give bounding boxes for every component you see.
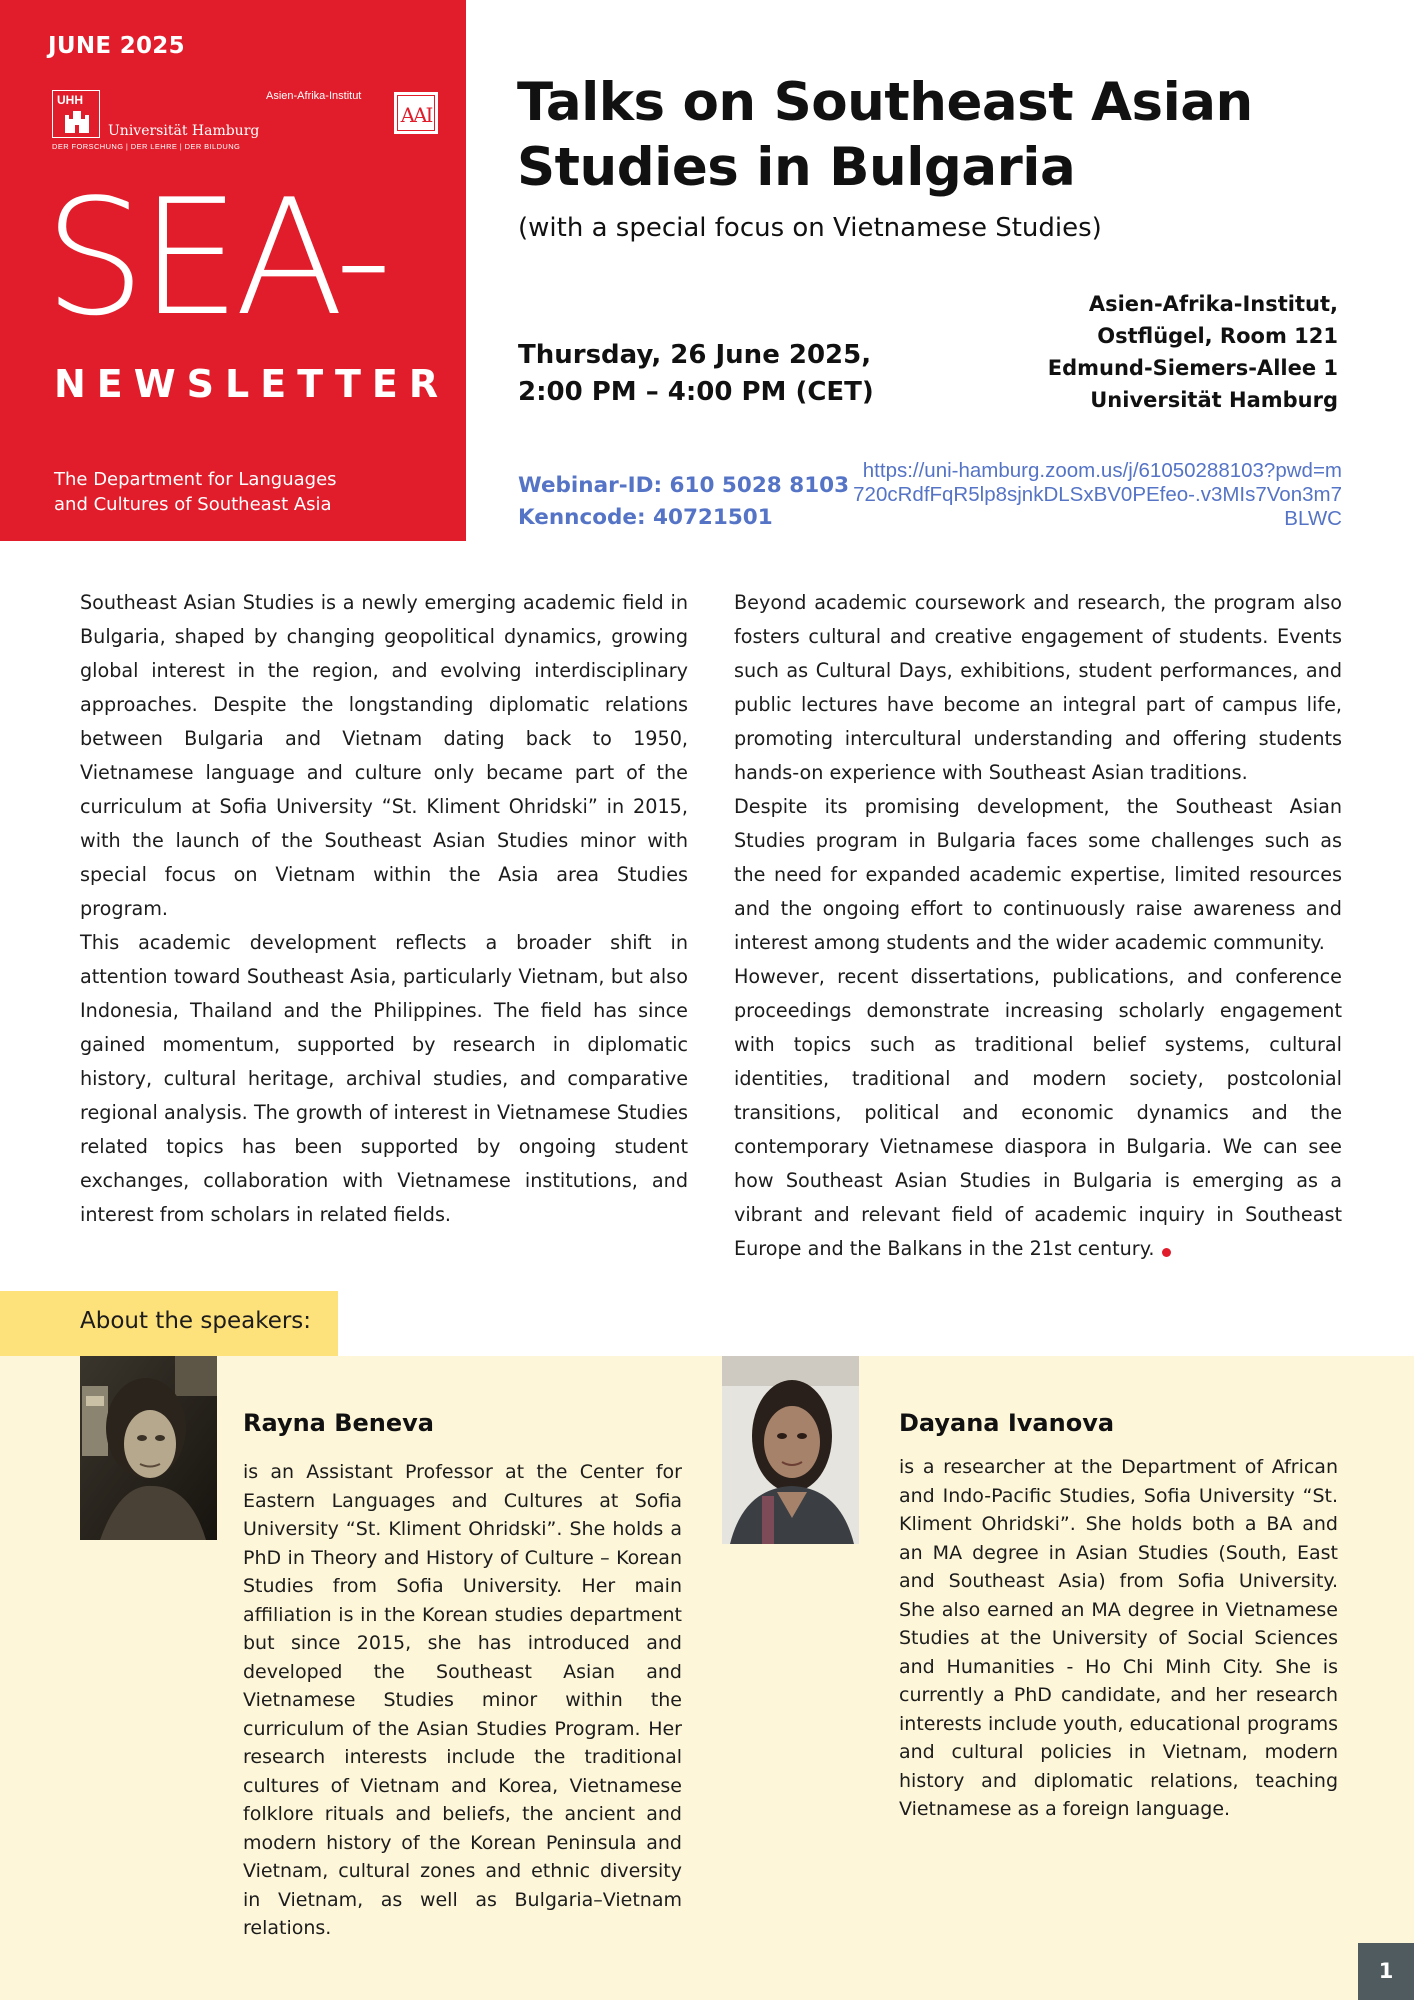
speaker-bio: is an Assistant Professor at the Center for Eastern Languages and Cultures at Sofia University “St. Kliment Ohridski”. She holds a PhD in Theory and History of Culture – Korean Studies from Sofia University. Her main affiliation is in the Korean studies department but since 2015, she has introduced and developed the Southeast Asian and Vietnamese Studies minor within the curriculum of the Asian Studies Program. Her research interests include the traditional cultures of Vietnam and Korea, Vietnamese folklore rituals and beliefs, the ancient and modern history of the Korean Peninsula and Vietnam, cultural zones and ethnic diversity in Vietnam, as well as Bulgaria–Vietnam relations. [243, 1461, 682, 1939]
page-number: 1 [1358, 1943, 1414, 2000]
institute-name: Asien-Afrika-Institut [266, 90, 362, 102]
event-venue [1048, 288, 1338, 416]
department-line-1: The Department for Languages [54, 469, 337, 490]
title-line-1: Talks on Southeast Asian [517, 72, 1253, 133]
issue-date: JUNE 2025 [48, 33, 185, 59]
kenncode: Kenncode: 40721501 [518, 505, 773, 530]
uhh-logo-text: UHH [57, 93, 83, 107]
speaker-photo-dayana [722, 1356, 859, 1544]
department-line-2: and Cultures of Southeast Asia [54, 494, 332, 515]
castle-icon [63, 109, 91, 135]
speaker-bio: is a researcher at the Department of African and Indo-Pacific Studies, Sofia University “St. Kliment Ohridski”. She holds both a BA and an MA degree in Asian Studies (South, East and Southeast Asia) from Sofia University. She also earned an MA degree in Vietnamese Studies at the University of Social Sciences and Humanities - Ho Chi Minh City. She is currently a PhD candidate, and her research interests include youth, educational programs and cultural policies in Vietnam, modern history and diplomatic relations, teaching Vietnamese as a foreign language. [899, 1456, 1338, 1820]
event-title [517, 70, 1253, 200]
end-mark-dot-icon [1162, 1248, 1171, 1257]
title-line-2: Studies in Bulgaria [517, 137, 1076, 198]
speakers-heading: About the speakers: [80, 1308, 312, 1334]
university-name: Universität Hamburg [108, 123, 260, 139]
venue-line-2: Ostflügel, Room 121 [1097, 324, 1338, 348]
university-tagline: DER FORSCHUNG | DER LEHRE | DER BILDUNG [52, 142, 241, 151]
event-subtitle: (with a special focus on Vietnamese Studies) [518, 213, 1102, 243]
zoom-meeting-link[interactable]: https://uni-hamburg.zoom.us/j/61050288103?pwd=m720cRdfFqR5lp8sjnkDLSxBV0PEfeo-.v3MIs7Von3m7BLWC [853, 459, 1342, 530]
article-paragraph-text: However, recent dissertations, publications, and conference proceedings demonstrate increasing scholarly engagement with topics such as traditional belief systems, cultural identities, traditional and modern society, postcolonial transitions, political and economic dynamics and the contemporary Vietnamese diaspora in Bulgaria. We can see how Southeast Asian Studies in Bulgaria is emerging as a vibrant and relevant field of academic inquiry in Southeast Europe and the Balkans in the 21st century. [734, 965, 1342, 1260]
newsletter-masthead [0, 0, 466, 541]
university-hamburg-logo [52, 90, 100, 138]
speaker-name: Rayna Beneva [243, 1409, 434, 1437]
webinar-id: Webinar-ID: 610 5028 8103 [518, 473, 850, 498]
event-date: Thursday, 26 June 2025, [518, 340, 872, 370]
newsletter-wordmark: NEWSLETTER [54, 362, 450, 406]
event-time: 2:00 PM – 4:00 PM (CET) [518, 377, 874, 407]
article-paragraph: Despite its promising development, the Southeast Asian Studies program in Bulgaria faces some challenges such as the need for expanded academic expertise, limited resources and the ongoing effort to continuously raise awareness and interest among students and the wider academic community. [734, 795, 1342, 954]
webinar-credentials [518, 470, 849, 534]
article-paragraph: Beyond academic coursework and research, the program also fosters cultural and creative engagement of students. Events such as Cultural Days, exhibitions, student performances, and public lectures have become an integral part of campus life, promoting intercultural understanding and offering students hands-on experience with Southeast Asian traditions. [734, 591, 1342, 784]
sea-wordmark: SEA- [44, 164, 387, 351]
article-paragraph-last [734, 960, 1342, 1266]
venue-line-3: Edmund-Siemers-Allee 1 [1047, 356, 1338, 380]
speaker-name: Dayana Ivanova [899, 1409, 1115, 1437]
venue-line-4: Universität Hamburg [1090, 388, 1338, 412]
article-right-column [734, 586, 1342, 1266]
event-datetime [518, 337, 874, 411]
venue-line-1: Asien-Afrika-Institut, [1088, 292, 1338, 316]
speaker-photo-rayna [80, 1356, 217, 1540]
article-paragraph: This academic development reflects a broader shift in attention toward Southeast Asia, particularly Vietnam, but also Indonesia, Thailand and the Philippines. The field has since gained momentum, supported by research in diplomatic history, cultural heritage, archival studies, and comparative regional analysis. The growth of interest in Vietnamese Studies related topics has been supported by ongoing student exchanges, collaboration with Vietnamese institutions, and interest from scholars in related fields. [80, 931, 688, 1226]
aai-logo: AAI [394, 92, 438, 134]
article-left-column [80, 586, 688, 1232]
article-paragraph: Southeast Asian Studies is a newly emerging academic field in Bulgaria, shaped by changing geopolitical dynamics, growing global interest in the region, and evolving interdisciplinary approaches. Despite the longstanding diplomatic relations between Bulgaria and Vietnam dating back to 1950, Vietnamese language and culture only became part of the curriculum at Sofia University “St. Kliment Ohridski” in 2015, with the launch of the Southeast Asian Studies minor with special focus on Vietnam within the Asia area Studies program. [80, 591, 688, 920]
department-name [54, 467, 337, 517]
